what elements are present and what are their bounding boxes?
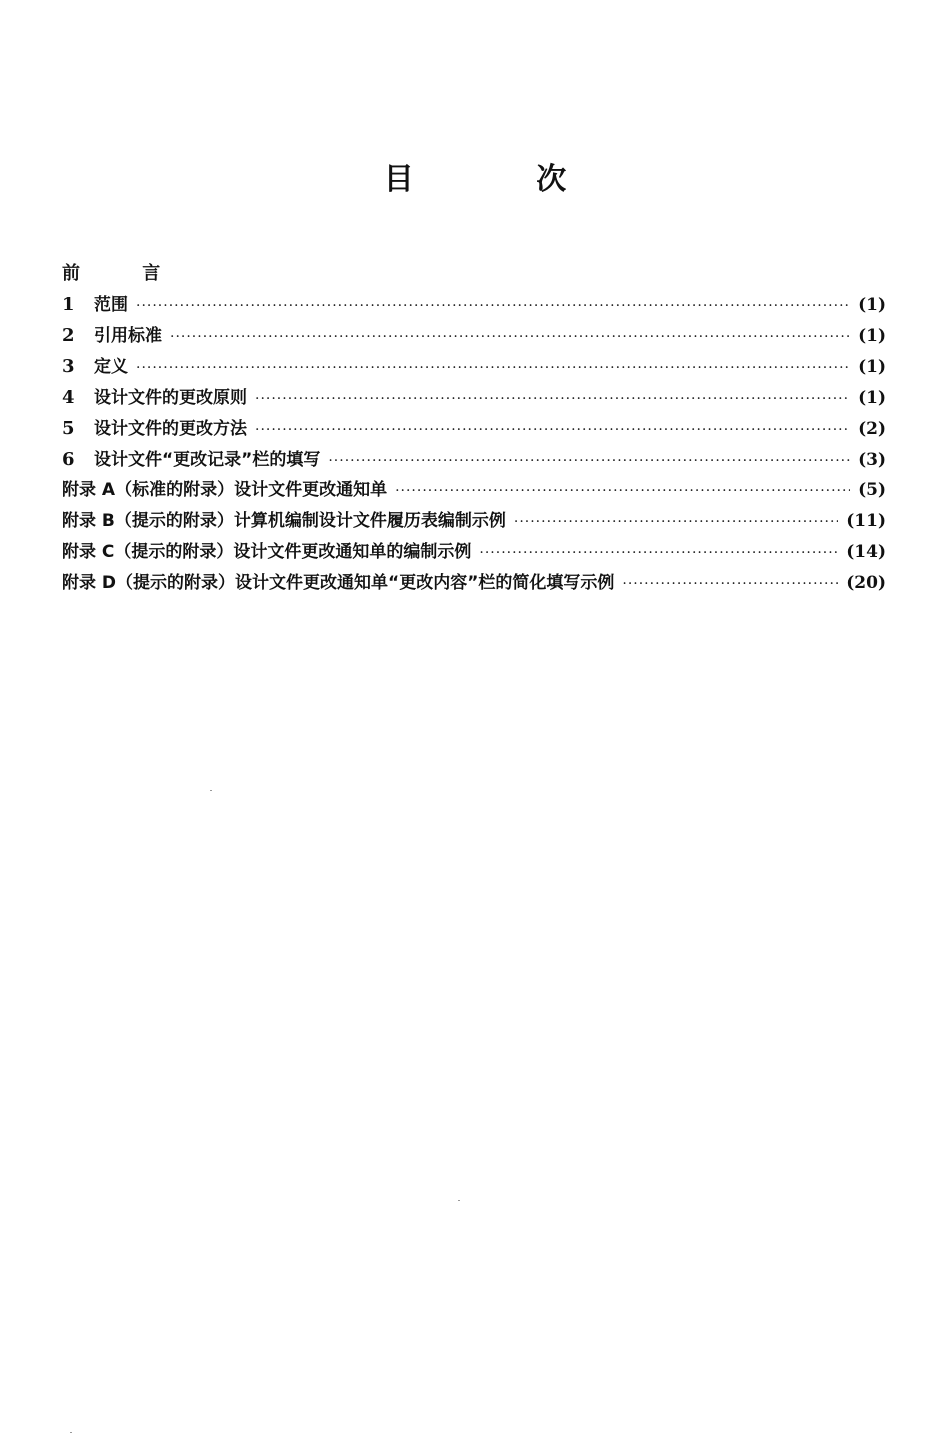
toc-appendix[interactable] [62, 506, 886, 537]
leader-dots [622, 569, 838, 600]
leader-dots [136, 291, 850, 322]
leader-dots [514, 507, 838, 538]
toc-appendix-label: 附录 D（提示的附录）设计文件更改通知单“更改内容”栏的简化填写示例 [62, 573, 615, 593]
toc-entry-page: (3) [858, 450, 886, 470]
toc-entry-number: 1 [62, 294, 75, 315]
toc-appendix-label: 附录 B（提示的附录）计算机编制设计文件履历表编制示例 [62, 511, 506, 531]
toc-entry-number: 6 [62, 449, 75, 470]
toc-entry[interactable] [62, 320, 886, 351]
toc-entry[interactable] [62, 382, 886, 413]
toc-appendix[interactable] [62, 568, 886, 599]
toc-appendix[interactable] [62, 537, 886, 568]
table-of-contents [62, 258, 886, 599]
toc-entry-label: 设计文件的更改原则 [94, 388, 247, 408]
toc-appendix[interactable] [62, 475, 886, 506]
leader-dots [328, 446, 850, 477]
toc-entry-page: (1) [858, 388, 886, 408]
leader-dots [395, 476, 850, 507]
scan-speck [210, 790, 212, 791]
toc-entry-label: 引用标准 [94, 326, 162, 346]
leader-dots [255, 384, 850, 415]
toc-entry-page: (1) [858, 357, 886, 377]
scan-speck [458, 1200, 460, 1201]
scan-speck [70, 1432, 72, 1433]
toc-entry-number: 2 [62, 325, 75, 346]
toc-entry[interactable] [62, 351, 886, 382]
toc-entry-number: 5 [62, 418, 75, 439]
toc-appendix-label: 附录 C（提示的附录）设计文件更改通知单的编制示例 [62, 542, 472, 562]
toc-entry-page: (1) [858, 326, 886, 346]
leader-dots [170, 322, 850, 353]
toc-entry[interactable] [62, 413, 886, 444]
toc-appendix-page: (5) [858, 480, 886, 500]
toc-appendix-label: 附录 A（标准的附录）设计文件更改通知单 [62, 480, 388, 500]
toc-entry-label: 设计文件的更改方法 [94, 419, 247, 439]
toc-entry-number: 3 [62, 356, 75, 377]
page-title: 目 次 [383, 162, 623, 197]
toc-appendix-page: (20) [846, 573, 886, 593]
toc-appendix-page: (11) [846, 511, 886, 531]
toc-entry-label: 范围 [94, 295, 128, 315]
leader-dots [479, 538, 838, 569]
toc-entry-number: 4 [62, 387, 75, 408]
toc-entry-page: (1) [858, 295, 886, 315]
leader-dots [255, 415, 850, 446]
leader-dots [136, 353, 850, 384]
toc-entry-label: 设计文件“更改记录”栏的填写 [94, 450, 321, 470]
toc-appendix-page: (14) [846, 542, 886, 562]
toc-entry-page: (2) [858, 419, 886, 439]
toc-entry[interactable] [62, 289, 886, 320]
toc-entry[interactable] [62, 444, 886, 475]
toc-entry-label: 定义 [94, 357, 128, 377]
toc-foreword: 前 言 [62, 263, 189, 284]
